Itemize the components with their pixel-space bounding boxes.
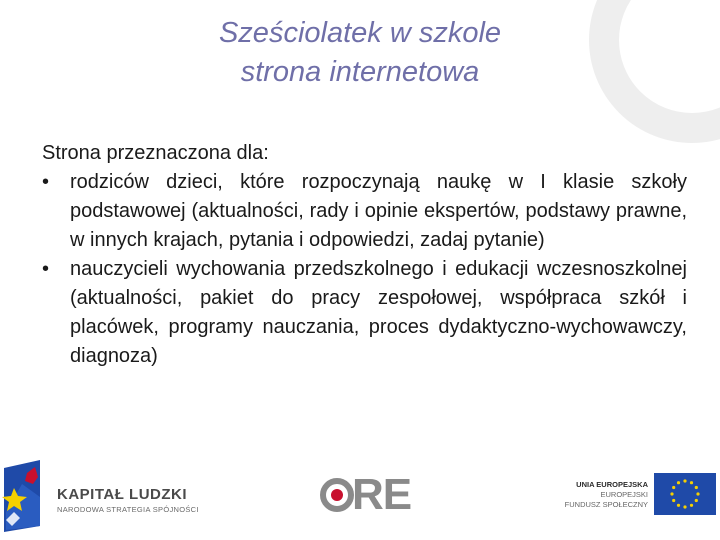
eu-text: [520, 480, 648, 510]
eu-line-1: UNIA EUROPEJSKA: [576, 480, 648, 489]
kapital-ludzki-subtitle: NARODOWA STRATEGIA SPÓJNOŚCI: [57, 505, 199, 514]
ore-logo-icon: [323, 481, 351, 509]
eu-line-3: FUNDUSZ SPOŁECZNY: [564, 500, 648, 509]
page-title: [110, 14, 610, 92]
list-item-text: rodziców dzieci, które rozpoczynają naukę w I klasie szkoły podstawowej (aktualności, rady i opinie ekspertów, podstawy prawne, w innych krajach, pytania i odpowiedzi, zadaj pytanie): [70, 171, 687, 251]
title-line-1: Sześciolatek w szkole: [218, 17, 502, 49]
list-item-parents: [42, 168, 687, 255]
kapital-ludzki-logo-icon: [2, 460, 40, 532]
eu-line-2: EUROPEJSKI: [600, 490, 648, 499]
title-line-2: strona internetowa: [240, 56, 480, 88]
ore-logo-text: RE: [352, 470, 412, 519]
audience-list: [42, 168, 687, 371]
kapital-ludzki-text: [57, 486, 199, 515]
bullet-icon: •: [42, 171, 50, 193]
kapital-ludzki-title: KAPITAŁ LUDZKI: [57, 486, 188, 503]
content: [42, 139, 687, 371]
list-item-teachers: [42, 255, 687, 371]
eu-flag-icon: [654, 473, 716, 515]
list-item-text: nauczycieli wychowania przedszkolnego i edukacji wczesnoszkolnej (aktualności, pakiet do pracy zespołowej, współpraca szkół i placówek, programy nauczania, proces dydaktyczno-wychowawczy, diagnoza): [70, 258, 687, 367]
intro-text: Strona przeznaczona dla:: [42, 142, 269, 164]
bullet-icon: •: [42, 258, 50, 280]
